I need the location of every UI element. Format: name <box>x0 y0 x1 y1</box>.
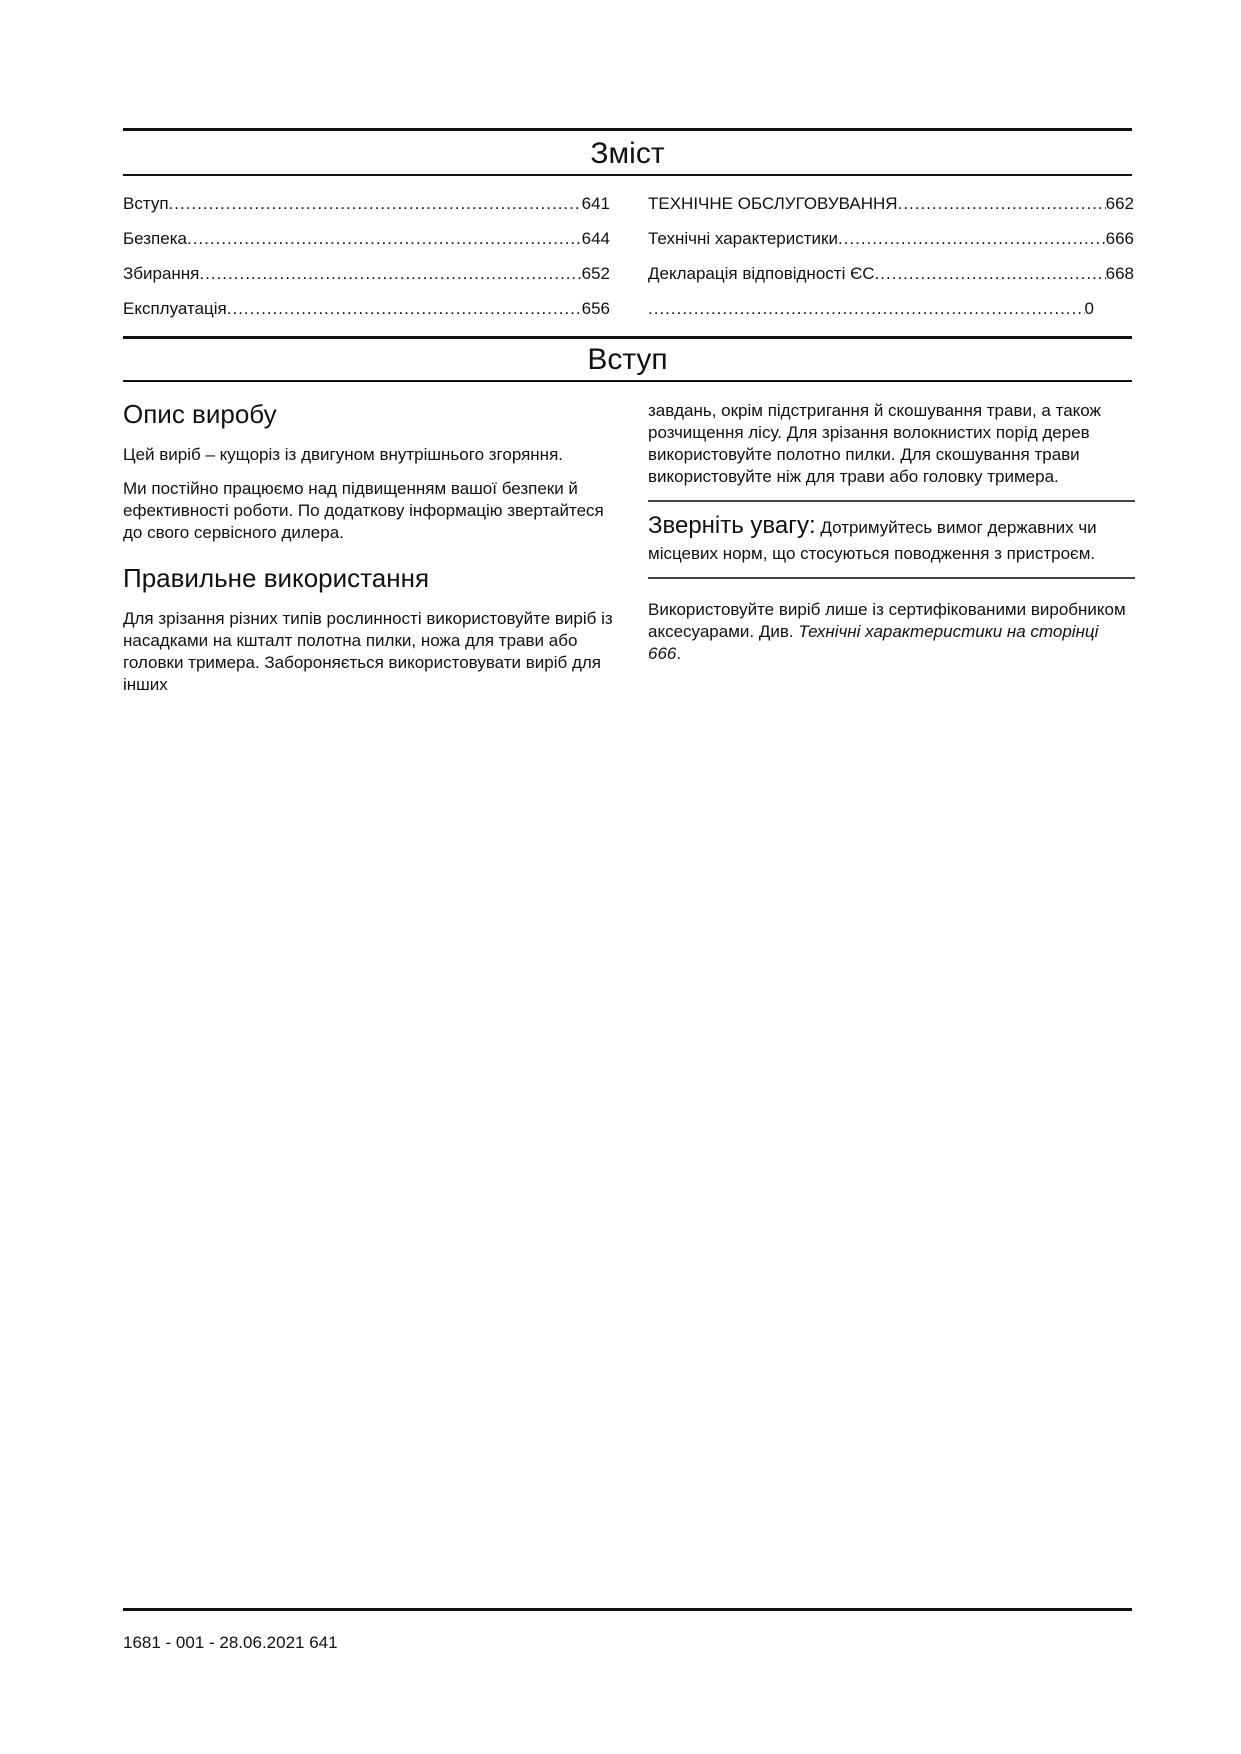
toc-entry[interactable] <box>648 221 1134 256</box>
toc-entry[interactable] <box>123 291 610 326</box>
toc-bottom-rule <box>123 174 1132 176</box>
proper-use-paragraph: Для зрізання різних типів рослинності використовуйте виріб із насадками на кшталт полотна пилки, ножа для трави або головки тримера. Забороняється використовувати виріб для інших <box>123 609 613 694</box>
footer-code: 1681 - 001 - 28.06.2021 <box>123 1633 305 1652</box>
toc-entry-title: Технічні характеристики <box>648 229 838 248</box>
product-description-paragraph: Цей виріб – кущоріз із двигуном внутрішнього згоряння. <box>123 445 563 464</box>
footer <box>123 1632 338 1654</box>
toc-entry[interactable] <box>123 221 610 256</box>
footer-rule <box>123 1608 1132 1611</box>
toc-entry-title: Вступ <box>123 194 169 213</box>
section-title: Вступ <box>587 343 668 376</box>
left-column <box>123 398 613 708</box>
proper-use-paragraph-continued: завдань, окрім підстригання й скошування трави, а також розчищення лісу. Для зрізання волокнистих порід дерев використовуйте полотно пилки. Для скошування трави використовуйте ніж для трави або головку тримера. <box>648 401 1101 486</box>
toc-top-rule <box>123 128 1132 131</box>
toc-entry-page: 668 <box>1105 264 1134 283</box>
toc-leader <box>227 291 582 326</box>
toc-entry-title: ТЕХНІЧНЕ ОБСЛУГОВУВАННЯ <box>648 194 898 213</box>
product-description-heading: Опис виробу <box>123 399 277 429</box>
note-box <box>648 500 1135 579</box>
toc-entry-page: 641 <box>581 194 610 213</box>
toc-leader <box>648 291 1085 326</box>
toc-entry-page: 662 <box>1105 194 1134 213</box>
toc-entry[interactable] <box>648 256 1134 291</box>
toc-entry[interactable] <box>648 291 1134 326</box>
toc-leader <box>187 221 582 256</box>
product-description-paragraph: Ми постійно працюємо над підвищенням вашої безпеки й ефективності роботи. По додаткову інформацію звертайтеся до свого сервісного дилера. <box>123 479 604 542</box>
toc-entry-page: 0 <box>1084 299 1094 318</box>
accessories-text: Використовуйте виріб лише із сертифікованими виробником аксесуарами. Див. <box>648 600 1126 641</box>
toc-entry-page: 666 <box>1105 229 1134 248</box>
note-text: Дотримуйтесь вимог державних чи місцевих норм, що стосуються поводження з пристроєм. <box>648 518 1097 563</box>
section-top-rule <box>123 336 1132 339</box>
toc-entry[interactable] <box>123 186 610 221</box>
toc-entry-title: Збирання <box>123 264 200 283</box>
toc-left-column <box>123 186 610 326</box>
footer-page-number: 641 <box>309 1633 338 1652</box>
section-bottom-rule <box>123 380 1132 382</box>
toc-leader <box>898 186 1106 221</box>
toc-entry-page: 652 <box>581 264 610 283</box>
toc-leader <box>169 186 582 221</box>
accessories-paragraph <box>648 599 1135 665</box>
proper-use-heading: Правильне використання <box>123 563 430 593</box>
toc-title: Зміст <box>590 137 665 170</box>
toc-leader <box>199 256 581 291</box>
toc-right-column <box>648 186 1134 326</box>
toc-leader <box>838 221 1106 256</box>
toc-entry[interactable] <box>648 186 1134 221</box>
toc-entry-title: Безпека <box>123 229 187 248</box>
accessories-end: . <box>676 644 682 663</box>
toc-leader <box>875 256 1106 291</box>
right-column <box>648 400 1135 677</box>
toc-entry-title: Експлуатація <box>123 299 227 318</box>
note-lead: Зверніть увагу: <box>648 512 816 539</box>
toc-entry-page: 656 <box>581 299 610 318</box>
toc-entry[interactable] <box>123 256 610 291</box>
toc-entry-title: Декларація відповідності ЄС <box>648 264 875 283</box>
toc-entry-page: 644 <box>581 229 610 248</box>
cross-reference-link[interactable]: Технічні характеристики на сторінці 666 <box>648 622 1099 663</box>
